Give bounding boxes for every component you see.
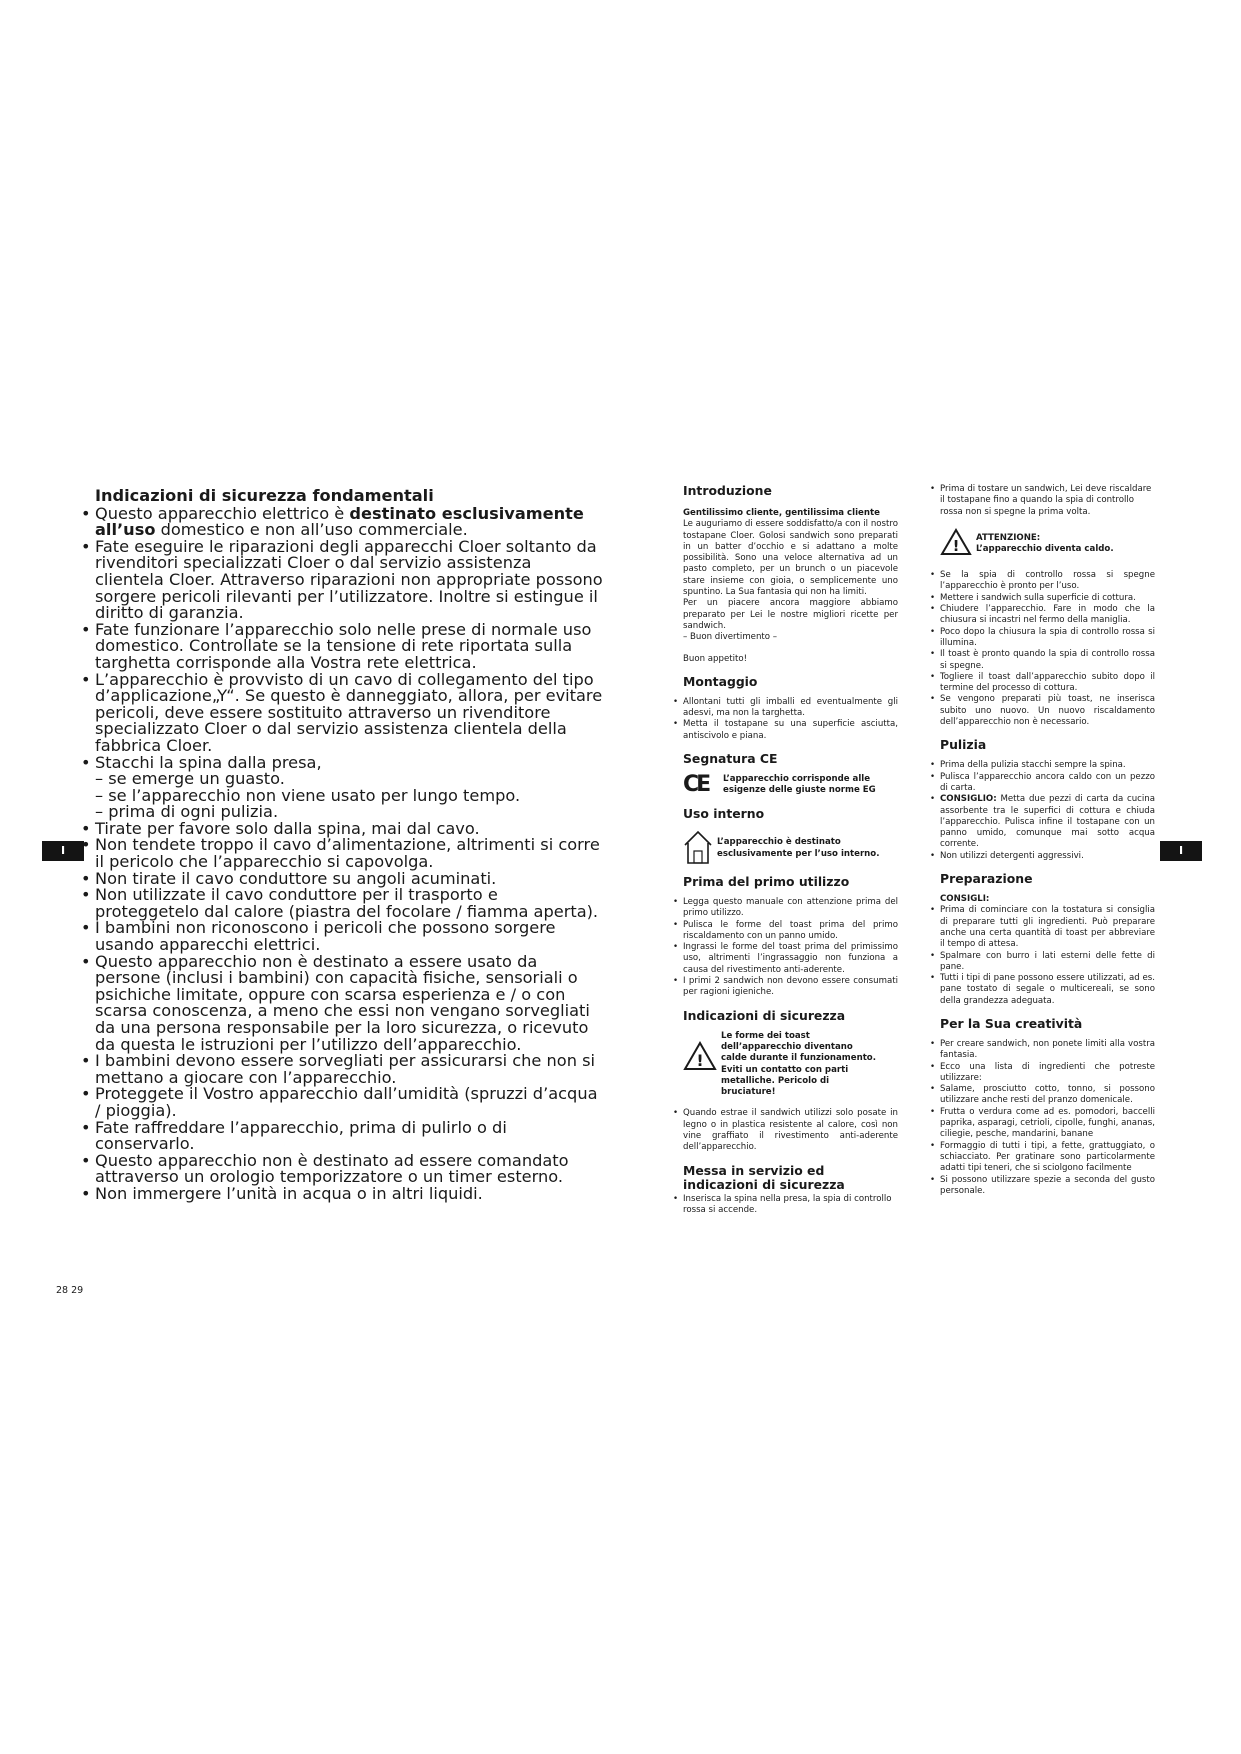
list-item: • L’apparecchio è provvisto di un cavo di collegamento del tipo d’applicazione„Y“. Se questo è danneggiato, allora, per evitare pericoli, deve essere sostituito attraverso un rivenditore specializzato Cloer o dal servizio assistenza clientela della fabbrica Cloer. <box>95 672 605 755</box>
list-item: • Prima di tostare un sandwich, Lei deve riscaldare il tostapane fino a quando la spia di controllo rossa non si spegne la prima volta. <box>940 484 1155 518</box>
item-text: domestico e non all’uso commerciale. <box>155 520 468 540</box>
list-item: • Questo apparecchio non è destinato a essere usato da persone (inclusi i bambini) con capacità fisiche, sensoriali o psichiche limitate, oppure con scarsa esperienza e / o con scarsa conoscenza, a meno che essi non vengano sorvegliati da una persona responsabile per la loro sicurezza, o ricevuto da questa le istruzioni per l’utilizzo dell’apparecchio. <box>95 954 605 1054</box>
pulizia-list <box>940 760 1155 862</box>
sub-item: – se emerge un guasto. <box>95 769 285 789</box>
sicurezza-list <box>683 1108 898 1153</box>
list-item: • Togliere il toast dall’apparecchio subito dopo il termine del processo di cottura. <box>940 672 1155 695</box>
safety-title: Indicazioni di sicurezza fondamentali <box>95 486 434 505</box>
montaggio-title: Montaggio <box>683 673 758 689</box>
warning-triangle-icon <box>683 1041 721 1075</box>
consigli-label: CONSIGLI: <box>940 894 990 905</box>
list-item: • Frutta o verdura come ad es. pomodori, baccelli paprika, asparagi, cetrioli, cipolle, funghi, ananas, ciliegie, pesche, mandarini, banane <box>940 1107 1155 1141</box>
intro-paragraph: Le auguriamo di essere soddisfatto/a con il nostro tostapane Cloer. Golosi sandwich sono preparati in un batter d’occhio e si adattano a molte possibilità. Sono una veloce alternativa ad un pasto completo, per un brunch o un piacevole stare insieme con gioia, o semplicemente uno spuntino. La Sua fantasia qui non ha limiti. <box>683 519 898 598</box>
list-item: • I bambini non riconoscono i pericoli che possono sorgere usando apparecchi elettrici. <box>95 920 605 953</box>
list-item: • Non tirate il cavo conduttore su angoli acuminati. <box>95 871 605 888</box>
list-item: • Tirate per favore solo dalla spina, mai dal cavo. <box>95 821 605 838</box>
svg-text:!: ! <box>952 536 960 555</box>
middle-column <box>683 484 898 1216</box>
list-item: • Poco dopo la chiusura la spia di controllo rossa si illumina. <box>940 627 1155 650</box>
list-item: • Non utilizzi detergenti aggressivi. <box>940 851 1155 862</box>
creativita-title: Per la Sua creatività <box>940 1015 1083 1031</box>
safety-section <box>95 488 605 1203</box>
item-text: Questo apparecchio elettrico è <box>95 503 350 523</box>
list-item: • Ingrassi le forme del toast prima del primissimo uso, altrimenti l’ingrassaggio non funziona a causa del rivestimento anti-aderente. <box>683 942 898 976</box>
list-item: • Prima di cominciare con la tostatura si consiglia di preparare tutti gli ingredienti. Può preparare anche una certa quantità di toast per abbreviare il tempo di attesa. <box>940 905 1155 950</box>
list-item: • Se la spia di controllo rossa si spegne l’apparecchio è pronto per l’uso. <box>940 570 1155 593</box>
item-text: Metta due pezzi di carta da cucina assorbente tra le superfici di cottura e chiuda l’apparecchio. Pulisca infine il tostapane con un panno umido, comunque mai sotto acqua corrente. <box>940 794 1155 850</box>
intro-paragraph: Per un piacere ancora maggiore abbiamo preparato per Lei le nostre migliori ricette per sandwich. <box>683 598 898 631</box>
sicurezza-warning <box>683 1031 898 1099</box>
warning-triangle-icon <box>940 528 976 560</box>
ce-mark-icon: CE <box>683 772 709 798</box>
consiglio-label: CONSIGLIO: <box>940 794 997 805</box>
item-text: Stacchi la spina dalla presa, <box>95 752 322 772</box>
list-item: • Per creare sandwich, non ponete limiti alla vostra fantasia. <box>940 1039 1155 1062</box>
list-item: • Chiudere l’apparecchio. Fare in modo che la chiusura si incastri nel fermo della maniglia. <box>940 604 1155 627</box>
item-bold-text: destinato esclusivamente all’uso <box>95 503 584 540</box>
uso-text: L’apparecchio è destinato esclusivamente per l’uso interno. <box>717 837 880 859</box>
list-item: • Ecco una lista di ingredienti che potreste utilizzare: <box>940 1062 1155 1085</box>
list-item: • Mettere i sandwich sulla superficie di cottura. <box>940 593 1155 604</box>
list-item: • Si possono utilizzare spezie a seconda del gusto personale. <box>940 1175 1155 1198</box>
svg-text:!: ! <box>696 1050 704 1070</box>
montaggio-list <box>683 697 898 742</box>
list-item: • Allontani tutti gli imballi ed eventualmente gli adesvi, ma non la targhetta. <box>683 697 898 720</box>
attenzione-label: ATTENZIONE: <box>976 532 1041 543</box>
list-item: • Non utilizzate il cavo conduttore per il trasporto e proteggetelo dal calore (piastra del focolare / fiamma aperta). <box>95 887 605 920</box>
list-item: • Quando estrae il sandwich utilizzi solo posate in legno o in plastica resistente al calore, così non vine graffiato il rivestimento anti-aderente dell’apparecchio. <box>683 1108 898 1153</box>
ce-title: Segnatura CE <box>683 751 778 767</box>
preparazione-title: Preparazione <box>940 871 1033 887</box>
top-list <box>940 484 1155 518</box>
attenzione-text: L’apparecchio diventa caldo. <box>976 544 1114 555</box>
messa-list <box>683 1194 898 1217</box>
list-item: • Non tendete troppo il cavo d’alimentazione, altrimenti si corre il pericolo che l’apparecchio si capovolga. <box>95 837 605 870</box>
pulizia-title: Pulizia <box>940 737 987 753</box>
list-item <box>95 503 605 540</box>
ce-text: L’apparecchio corrisponde alle esigenze delle giuste norme EG <box>723 774 876 796</box>
intro-title: Introduzione <box>683 483 772 498</box>
usage-list <box>940 570 1155 728</box>
list-item: • Formaggio di tutti i tipi, a fette, grattuggiato, o schiacciato. Per gratinare sono particolarmente adatti tipi teneri, che si sciolgono facilmente <box>940 1141 1155 1175</box>
list-item: • Legga questo manuale con attenzione prima del primo utilizzo. <box>683 897 898 920</box>
list-item: • Fate raffreddare l’apparecchio, prima di pulirlo o di conservarlo. <box>95 1120 605 1153</box>
list-item: • Fate funzionare l’apparecchio solo nelle prese di normale uso domestico. Controllate se la tensione di rete riportata sulla targhetta corrisponde alla Vostra rete elettrica. <box>95 622 605 672</box>
list-item: • Spalmare con burro i lati esterni delle fette di pane. <box>940 951 1155 974</box>
uso-title: Uso interno <box>683 805 765 821</box>
list-item <box>95 752 605 822</box>
sicurezza-title: Indicazioni di sicurezza <box>683 1007 846 1023</box>
list-item: • Se vengono preparati più toast, ne inserisca subito uno nuovo. Un nuovo riscaldamento dell’apparecchio non è necessario. <box>940 694 1155 728</box>
intro-paragraph: Buon appetito! <box>683 653 748 664</box>
page-numbers: 28 29 <box>56 1285 84 1296</box>
creativita-list <box>940 1039 1155 1197</box>
list-item: • I primi 2 sandwich non devono essere consumati per ragioni igieniche. <box>683 976 898 999</box>
language-tab-right: I <box>1160 841 1202 861</box>
attenzione-warning <box>940 528 1155 560</box>
list-item: • I bambini devono essere sorvegliati per assicurarsi che non si mettano a giocare con l’apparecchio. <box>95 1053 605 1086</box>
prima-list <box>683 897 898 999</box>
intro-paragraph: – Buon divertimento – <box>683 632 778 643</box>
safety-list <box>95 503 605 1203</box>
list-item: • Fate eseguire le riparazioni degli apparecchi Cloer soltanto da rivenditori specializzati Cloer o dal servizio assistenza clientela Cloer. Attraverso riparazioni non appropriate possono sorgere pericoli rilevanti per l’utilizzatore. Inoltre si estingue il diritto di garanzia. <box>95 539 605 622</box>
list-item: • Pulisca le forme del toast prima del primo riscaldamento con un panno umido. <box>683 920 898 943</box>
list-item: • Salame, prosciutto cotto, tonno, si possono utilizzare anche resti del pranzo domenicale. <box>940 1084 1155 1107</box>
list-item: • Tutti i tipi di pane possono essere utilizzati, ad es. pane tostato di segale o multicereali, se sono della grandezza adeguata. <box>940 973 1155 1007</box>
intro-subtitle: Gentilissimo cliente, gentilissima cliente <box>683 508 880 518</box>
list-item: • Inserisca la spina nella presa, la spia di controllo rossa si accende. <box>683 1194 898 1217</box>
house-icon <box>683 829 717 869</box>
preparazione-list <box>940 905 1155 1007</box>
list-item: • Pulisca l’apparecchio ancora caldo con un pezzo di carta. <box>940 772 1155 795</box>
list-item: • Non immergere l’unità in acqua o in altri liquidi. <box>95 1186 605 1203</box>
ce-row <box>683 774 898 797</box>
list-item: • Il toast è pronto quando la spia di controllo rossa si spegne. <box>940 649 1155 672</box>
messa-title: Messa in servizio ed indicazioni di sicurezza <box>683 1162 845 1192</box>
list-item: • Questo apparecchio non è destinato ad essere comandato attraverso un orologio temporizzatore o un timer esterno. <box>95 1153 605 1186</box>
language-tab-left: I <box>42 841 84 861</box>
list-item: • Proteggete il Vostro apparecchio dall’umidità (spruzzi d’acqua / pioggia). <box>95 1086 605 1119</box>
list-item: • Prima della pulizia stacchi sempre la spina. <box>940 760 1155 771</box>
prima-title: Prima del primo utilizzo <box>683 873 850 889</box>
sub-item: – prima di ogni pulizia. <box>95 802 279 822</box>
sicurezza-warning-text: Le forme dei toast dell’apparecchio diventano calde durante il funzionamento. Eviti un contatto con parti metalliche. Pericolo di bruciature! <box>721 1030 876 1098</box>
list-item <box>940 794 1155 850</box>
list-item: • Metta il tostapane su una superficie asciutta, antiscivolo e piana. <box>683 719 898 742</box>
sub-item: – se l’apparecchio non viene usato per lungo tempo. <box>95 785 521 805</box>
right-column <box>940 484 1155 1197</box>
uso-row <box>683 829 898 869</box>
